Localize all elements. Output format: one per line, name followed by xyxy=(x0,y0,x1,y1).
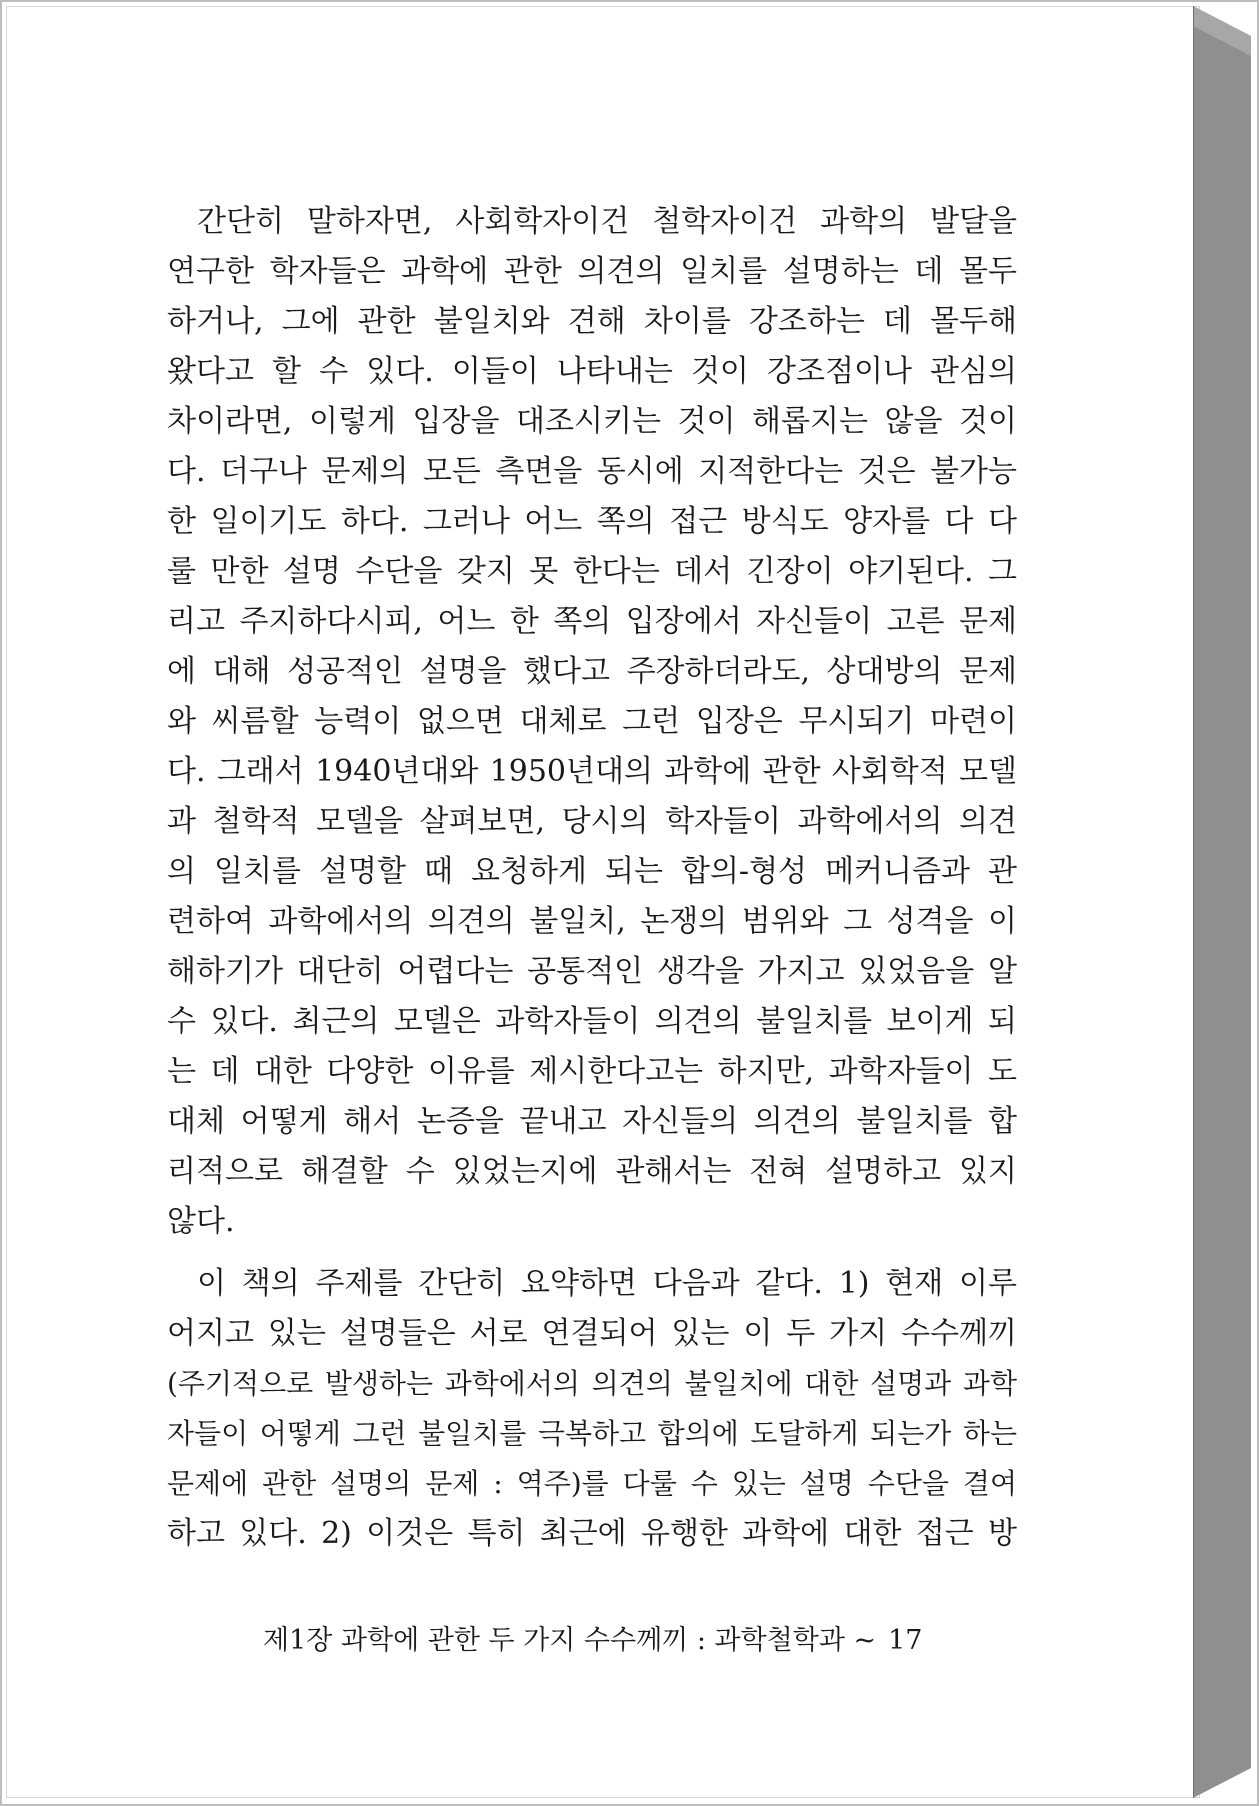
text-line: 리적으로 해결할 수 있었는지에 관해서는 전혀 설명하고 있지 xyxy=(167,1154,1017,1189)
text-line: 에 대해 성공적인 설명을 했다고 주장하더라도, 상대방의 문제 xyxy=(167,654,1017,689)
text-line: 문제에 관한 설명의 문제 : 역주)를 다룰 수 있는 설명 수단을 결여 xyxy=(167,1467,1017,1500)
text-line: 과 철학적 모델을 살펴보면, 당시의 학자들이 과학에서의 의견 xyxy=(167,804,1017,839)
page-number: 17 xyxy=(888,1625,923,1656)
text-line: 이 책의 주제를 간단히 요약하면 다음과 같다. 1) 현재 이루 xyxy=(197,1266,1017,1301)
book-page xyxy=(6,6,1200,1798)
text-line: 와 씨름할 능력이 없으면 대체로 그런 입장은 무시되기 마련이 xyxy=(167,704,1017,739)
text-line: 왔다고 할 수 있다. 이들이 나타내는 것이 강조점이나 관심의 xyxy=(167,354,1017,389)
text-line: 련하여 과학에서의 의견의 불일치, 논쟁의 범위와 그 성격을 이 xyxy=(167,904,1017,939)
text-line: 수 있다. 최근의 모델은 과학자들이 의견의 불일치를 보이게 되 xyxy=(167,1004,1017,1039)
text-line: 간단히 말하자면, 사회학자이건 철학자이건 과학의 발달을 xyxy=(197,204,1017,239)
text-line: 한 일이기도 하다. 그러나 어느 쪽의 접근 방식도 양자를 다 다 xyxy=(167,504,1017,539)
text-line: 차이라면, 이렇게 입장을 대조시키는 것이 해롭지는 않을 것이 xyxy=(167,404,1017,439)
text-line: (주기적으로 발생하는 과학에서의 의견의 불일치에 대한 설명과 과학 xyxy=(167,1367,1017,1400)
page-footer xyxy=(263,1618,983,1657)
text-line: 리고 주지하다시피, 어느 한 쪽의 입장에서 자신들이 고른 문제 xyxy=(167,604,1017,639)
page-body xyxy=(167,197,1017,1559)
text-line: 하고 있다. 2) 이것은 특히 최근에 유행한 과학에 대한 접근 방 xyxy=(167,1516,1017,1551)
text-line: 의 일치를 설명할 때 요청하게 되는 합의-형성 메커니즘과 관 xyxy=(167,854,1017,889)
text-line: 자들이 어떻게 그런 불일치를 극복하고 합의에 도달하게 되는가 하는 xyxy=(167,1417,1017,1450)
text-line: 연구한 학자들은 과학에 관한 의견의 일치를 설명하는 데 몰두 xyxy=(167,254,1017,289)
text-line: 다. 더구나 문제의 모든 측면을 동시에 지적한다는 것은 불가능 xyxy=(167,454,1017,489)
text-line: 않다. xyxy=(167,1204,235,1239)
text-line: 대체 어떻게 해서 논증을 끝내고 자신들의 의견의 불일치를 합 xyxy=(167,1104,1017,1139)
text-line: 는 데 대한 다양한 이유를 제시한다고는 하지만, 과학자들이 도 xyxy=(167,1054,1017,1089)
text-line: 룰 만한 설명 수단을 갖지 못 한다는 데서 긴장이 야기된다. 그 xyxy=(167,554,1017,589)
book-spine-graphic xyxy=(1193,6,1251,1798)
paragraph-2 xyxy=(167,1259,1017,1559)
text-line: 하거나, 그에 관한 불일치와 견해 차이를 강조하는 데 몰두해 xyxy=(167,304,1017,339)
paragraph-1 xyxy=(167,197,1017,1247)
text-line: 어지고 있는 설명들은 서로 연결되어 있는 이 두 가지 수수께끼 xyxy=(167,1316,1017,1351)
text-line: 다. 그래서 1940년대와 1950년대의 과학에 관한 사회학적 모델 xyxy=(167,754,1017,789)
book-spine-edge xyxy=(1193,6,1251,1798)
text-line: 해하기가 대단히 어렵다는 공통적인 생각을 가지고 있었음을 알 xyxy=(167,954,1017,989)
running-head: 제1장 과학에 관한 두 가지 수수께끼 : 과학철학과 ~ xyxy=(263,1625,877,1656)
